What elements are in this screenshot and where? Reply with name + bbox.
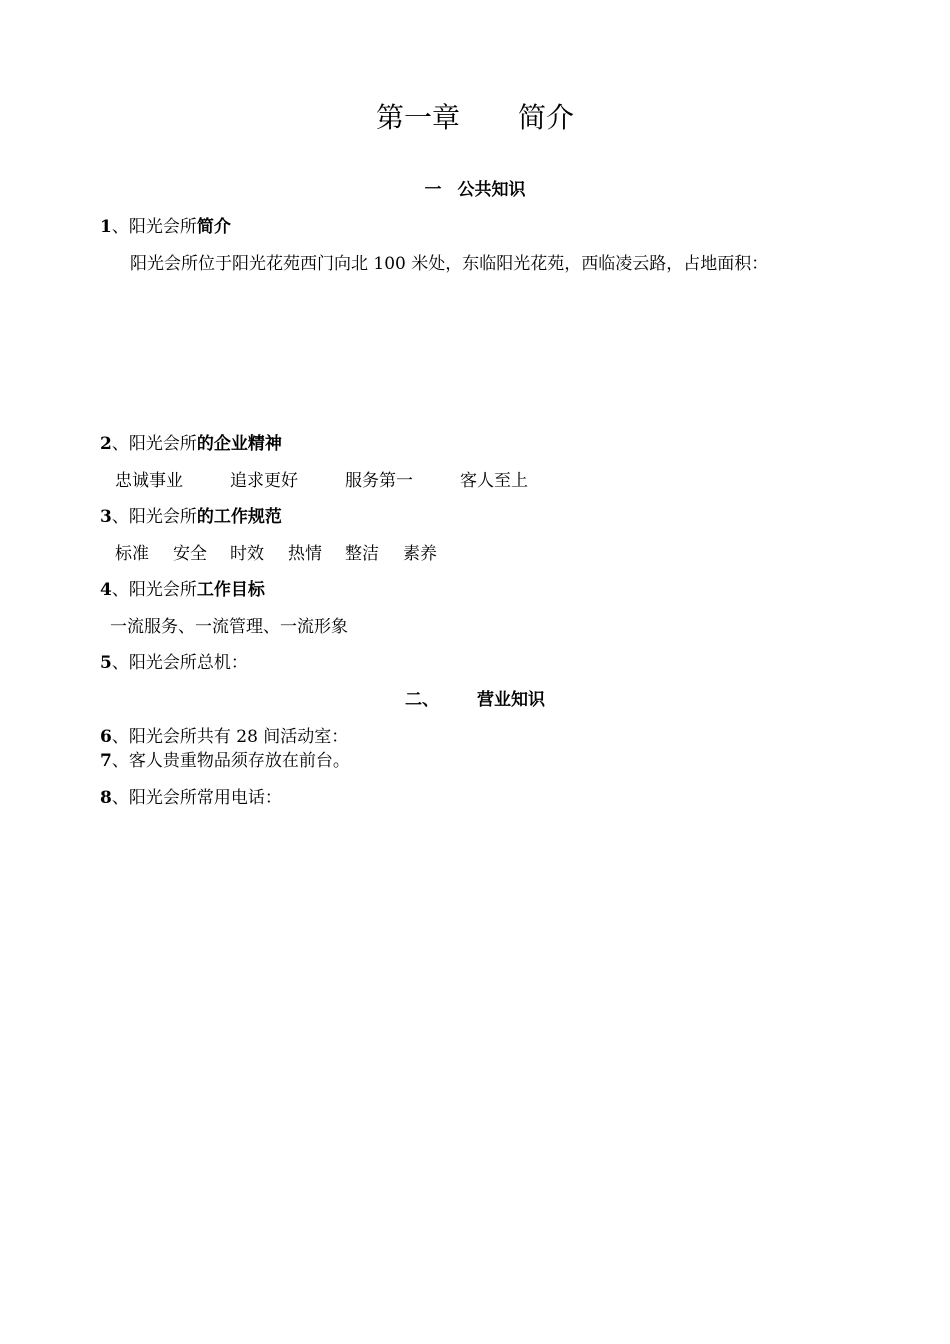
chapter-title <box>0 98 950 138</box>
item-heading-corporate-spirit <box>100 432 282 456</box>
standard-value: 整洁 <box>345 544 379 564</box>
item-switchboard <box>100 651 248 675</box>
item-topic: 工作目标 <box>196 580 265 600</box>
item-subject: 阳光会所 <box>128 434 197 454</box>
section-title: 公共知识 <box>457 180 526 200</box>
item-topic: 的企业精神 <box>196 434 282 454</box>
item-text: 阳光会所总机： <box>128 653 248 673</box>
item-heading-introduction <box>100 215 231 239</box>
item-number: 8 <box>100 788 112 808</box>
item-separator: 、 <box>111 507 129 527</box>
item-separator: 、 <box>111 217 129 237</box>
standard-value: 素养 <box>403 544 437 564</box>
chapter-number: 第一章 <box>375 101 460 134</box>
item-heading-work-standards <box>100 505 282 529</box>
chapter-name: 简介 <box>518 101 575 134</box>
section-number: 二、 <box>405 690 439 710</box>
section-heading-business-knowledge <box>0 688 950 712</box>
corporate-spirit-values <box>115 469 528 493</box>
introduction-paragraph: 阳光会所位于阳光花苑西门向北 100 米处，东临阳光花苑，西临凌云路，占地面积： <box>130 254 769 274</box>
item-topic: 简介 <box>196 217 231 237</box>
standard-value: 时效 <box>230 544 264 564</box>
spirit-value: 忠诚事业 <box>115 471 183 491</box>
standard-value: 热情 <box>288 544 322 564</box>
item-number: 7 <box>100 751 112 771</box>
item-valuables <box>100 749 350 773</box>
spirit-value: 服务第一 <box>345 471 413 491</box>
item-text: 阳光会所常用电话： <box>128 788 282 808</box>
item-number: 1 <box>100 217 112 237</box>
spirit-value: 客人至上 <box>460 471 528 491</box>
item-separator: 、 <box>111 727 129 747</box>
work-goals-text: 一流服务、一流管理、一流形象 <box>110 617 348 637</box>
item-subject: 阳光会所 <box>128 507 197 527</box>
item-common-phones <box>100 786 282 810</box>
item-subject: 阳光会所 <box>128 217 197 237</box>
item-separator: 、 <box>111 788 129 808</box>
item-number: 3 <box>100 507 112 527</box>
item-topic: 的工作规范 <box>196 507 282 527</box>
item-separator: 、 <box>111 653 129 673</box>
section-title: 营业知识 <box>477 690 545 710</box>
item-subject: 阳光会所 <box>128 580 197 600</box>
item-text: 阳光会所共有 28 间活动室： <box>128 727 349 747</box>
item-activity-rooms <box>100 725 348 749</box>
standard-value: 标准 <box>115 544 149 564</box>
item-separator: 、 <box>111 751 129 771</box>
spirit-value: 追求更好 <box>230 471 298 491</box>
item-number: 2 <box>100 434 112 454</box>
item-separator: 、 <box>111 434 129 454</box>
item-number: 6 <box>100 727 112 747</box>
section-heading-public-knowledge <box>0 178 950 202</box>
section-number: 一 <box>424 180 442 200</box>
item-number: 4 <box>100 580 112 600</box>
standard-value: 安全 <box>173 544 207 564</box>
item-text: 客人贵重物品须存放在前台。 <box>128 751 350 771</box>
item-heading-work-goals <box>100 578 265 602</box>
item-number: 5 <box>100 653 112 673</box>
work-standard-values <box>115 542 437 566</box>
item-separator: 、 <box>111 580 129 600</box>
